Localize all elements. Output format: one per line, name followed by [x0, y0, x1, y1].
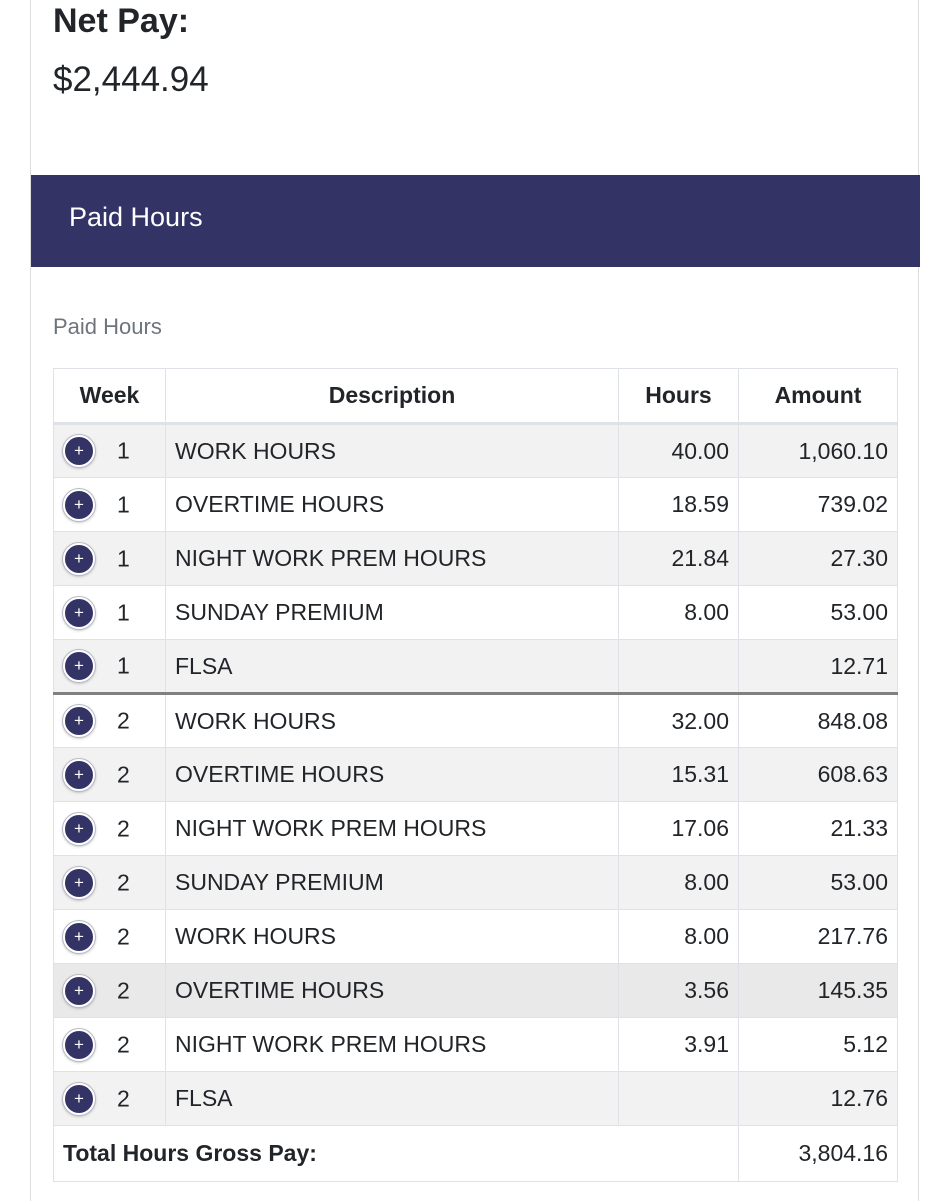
column-header-week: Week — [54, 369, 166, 424]
table-row — [54, 964, 898, 1018]
table-row — [54, 802, 898, 856]
week-number: 2 — [117, 923, 130, 949]
week-cell — [54, 856, 166, 910]
hours-cell — [619, 1072, 739, 1126]
net-pay-value: $2,444.94 — [53, 60, 209, 99]
description-cell: OVERTIME HOURS — [166, 478, 619, 532]
week-cell — [54, 424, 166, 478]
week-number: 2 — [117, 761, 130, 787]
hours-cell: 40.00 — [619, 424, 739, 478]
hours-cell: 15.31 — [619, 748, 739, 802]
expand-row-plus-icon[interactable]: + — [63, 489, 95, 521]
hours-cell: 8.00 — [619, 910, 739, 964]
week-cell — [54, 748, 166, 802]
hours-cell: 17.06 — [619, 802, 739, 856]
expand-row-plus-icon[interactable]: + — [63, 975, 95, 1007]
hours-cell: 18.59 — [619, 478, 739, 532]
amount-cell: 608.63 — [739, 748, 898, 802]
description-cell: SUNDAY PREMIUM — [166, 586, 619, 640]
description-cell: WORK HOURS — [166, 910, 619, 964]
amount-cell: 1,060.10 — [739, 424, 898, 478]
expand-row-plus-icon[interactable]: + — [63, 435, 95, 467]
column-header-amount: Amount — [739, 369, 898, 424]
amount-cell: 12.71 — [739, 640, 898, 694]
column-header-description: Description — [166, 369, 619, 424]
week-number: 1 — [117, 491, 130, 517]
total-row — [54, 1126, 898, 1182]
description-cell: OVERTIME HOURS — [166, 748, 619, 802]
description-cell: FLSA — [166, 640, 619, 694]
week-number: 1 — [117, 652, 130, 679]
description-cell: FLSA — [166, 1072, 619, 1126]
description-cell: WORK HOURS — [166, 694, 619, 748]
expand-row-plus-icon[interactable]: + — [63, 705, 95, 737]
week-cell — [54, 694, 166, 748]
week-cell — [54, 640, 166, 694]
week-cell — [54, 478, 166, 532]
table-row — [54, 910, 898, 964]
net-pay-label: Net Pay: — [53, 2, 190, 40]
amount-cell: 53.00 — [739, 856, 898, 910]
column-header-hours: Hours — [619, 369, 739, 424]
table-row — [54, 424, 898, 478]
expand-row-plus-icon[interactable]: + — [63, 921, 95, 953]
amount-cell: 217.76 — [739, 910, 898, 964]
week-cell — [54, 910, 166, 964]
description-cell: NIGHT WORK PREM HOURS — [166, 1018, 619, 1072]
week-cell — [54, 1018, 166, 1072]
table-header-row — [54, 369, 898, 424]
amount-cell: 21.33 — [739, 802, 898, 856]
amount-cell: 53.00 — [739, 586, 898, 640]
description-cell: WORK HOURS — [166, 424, 619, 478]
table-row — [54, 748, 898, 802]
week-number: 1 — [117, 599, 130, 625]
hours-cell: 8.00 — [619, 586, 739, 640]
paid-hours-table — [53, 368, 898, 1182]
table-row — [54, 586, 898, 640]
week-number: 1 — [117, 545, 130, 571]
amount-cell: 12.76 — [739, 1072, 898, 1126]
amount-cell: 27.30 — [739, 532, 898, 586]
table-row — [54, 694, 898, 748]
week-number: 2 — [117, 869, 130, 895]
amount-cell: 739.02 — [739, 478, 898, 532]
expand-row-plus-icon[interactable]: + — [63, 1083, 95, 1115]
week-cell — [54, 964, 166, 1018]
table-row — [54, 478, 898, 532]
table-row — [54, 856, 898, 910]
hours-cell: 3.56 — [619, 964, 739, 1018]
pay-statement-card — [30, 0, 919, 1201]
expand-row-plus-icon[interactable]: + — [63, 597, 95, 629]
paid-hours-section-header[interactable] — [31, 175, 920, 267]
table-row — [54, 640, 898, 694]
hours-cell: 3.91 — [619, 1018, 739, 1072]
expand-row-plus-icon[interactable]: + — [63, 1029, 95, 1061]
week-number: 2 — [117, 1031, 130, 1057]
week-number: 2 — [117, 977, 130, 1003]
total-amount: 3,804.16 — [739, 1126, 898, 1182]
amount-cell: 848.08 — [739, 694, 898, 748]
hours-cell: 21.84 — [619, 532, 739, 586]
hours-cell — [619, 640, 739, 694]
week-number: 1 — [117, 437, 130, 464]
total-label: Total Hours Gross Pay: — [54, 1126, 739, 1182]
table-row — [54, 532, 898, 586]
hours-cell: 8.00 — [619, 856, 739, 910]
description-cell: OVERTIME HOURS — [166, 964, 619, 1018]
amount-cell: 145.35 — [739, 964, 898, 1018]
table-caption: Paid Hours — [53, 314, 162, 339]
expand-row-plus-icon[interactable]: + — [63, 543, 95, 575]
description-cell: SUNDAY PREMIUM — [166, 856, 619, 910]
week-number: 2 — [117, 1085, 130, 1111]
week-cell — [54, 586, 166, 640]
amount-cell: 5.12 — [739, 1018, 898, 1072]
week-number: 2 — [117, 815, 130, 841]
table-body — [54, 424, 898, 1126]
description-cell: NIGHT WORK PREM HOURS — [166, 802, 619, 856]
hours-cell: 32.00 — [619, 694, 739, 748]
week-cell — [54, 802, 166, 856]
section-header-title: Paid Hours — [69, 202, 203, 232]
week-cell — [54, 532, 166, 586]
table-row — [54, 1072, 898, 1126]
expand-row-plus-icon[interactable]: + — [63, 759, 95, 791]
week-cell — [54, 1072, 166, 1126]
week-number: 2 — [117, 707, 130, 734]
expand-row-plus-icon[interactable]: + — [63, 813, 95, 845]
table-row — [54, 1018, 898, 1072]
expand-row-plus-icon[interactable]: + — [63, 867, 95, 899]
description-cell: NIGHT WORK PREM HOURS — [166, 532, 619, 586]
expand-row-plus-icon[interactable]: + — [63, 650, 95, 682]
